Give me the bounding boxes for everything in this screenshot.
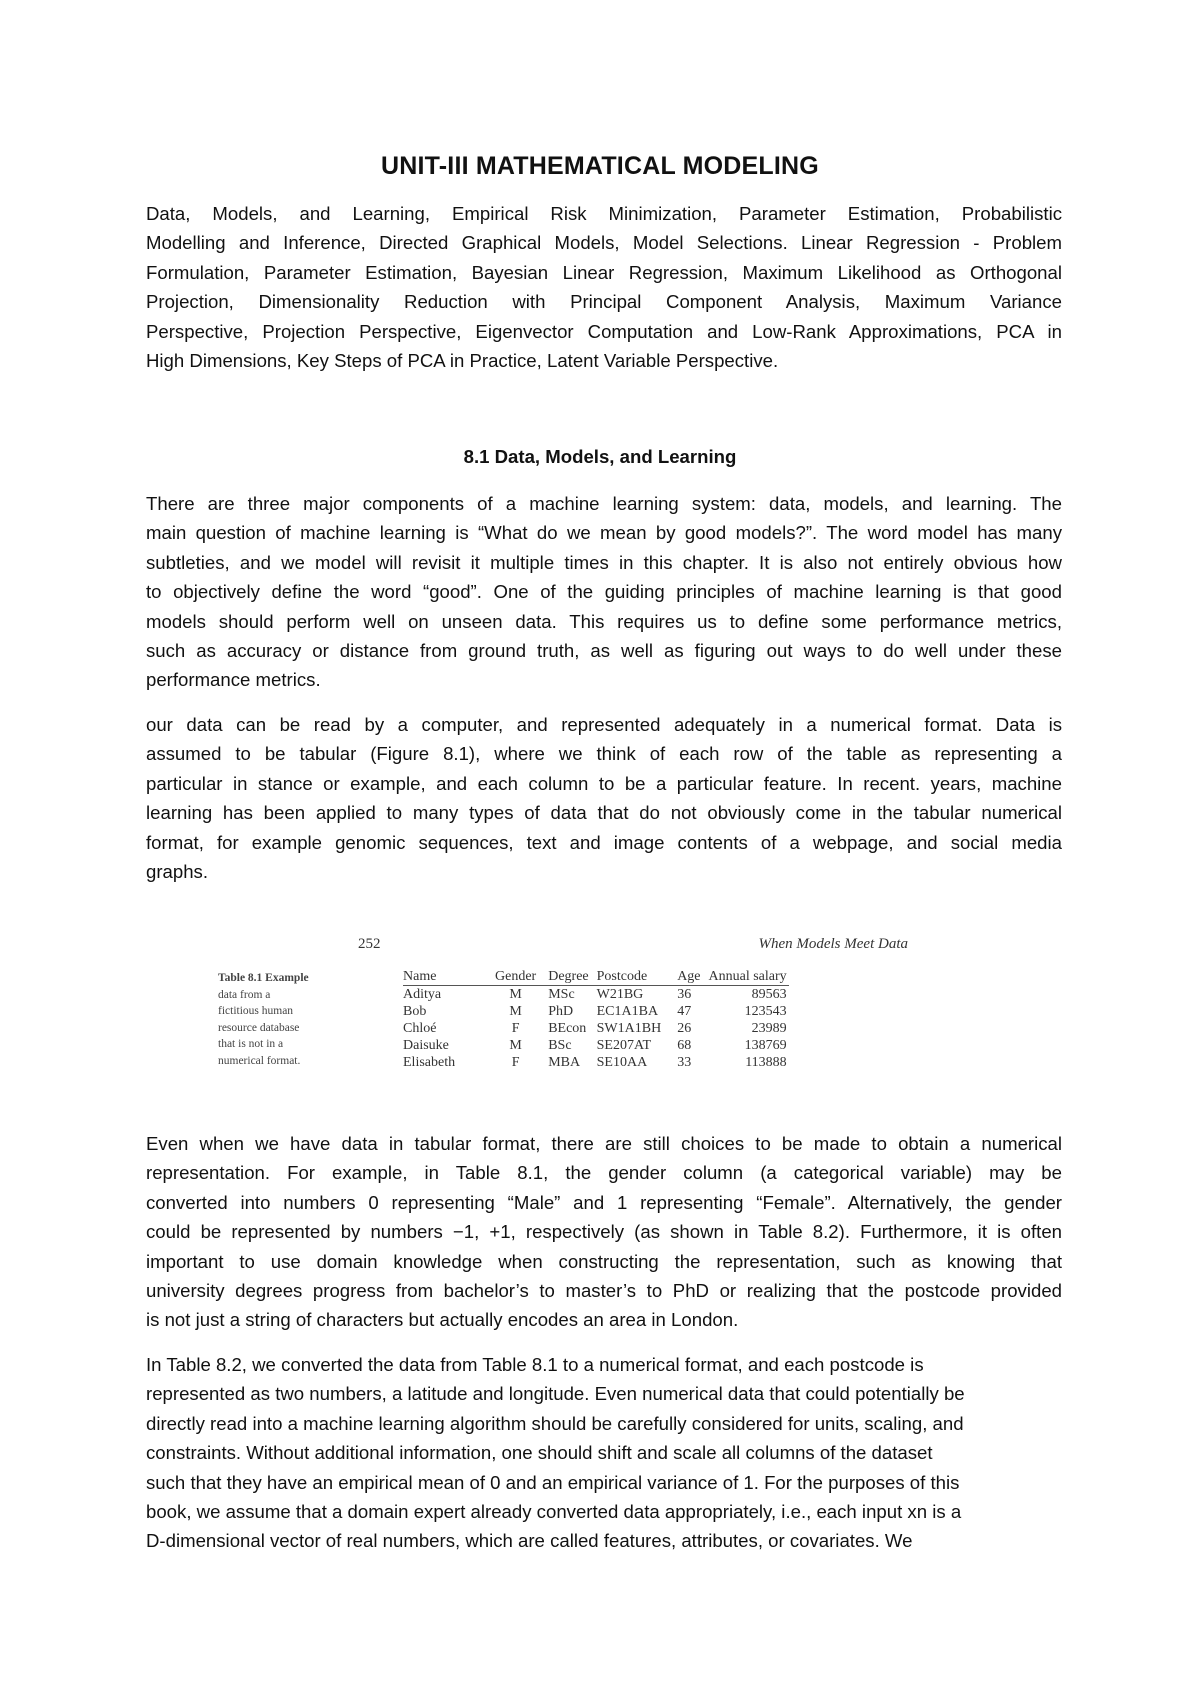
table-cell: 89563 bbox=[751, 986, 787, 1002]
table-cell: Elisabeth bbox=[403, 1054, 456, 1070]
text-line: our data can be read by a computer, and represented adequately in a numerical format. Data is bbox=[146, 714, 1062, 735]
table-row bbox=[403, 1054, 789, 1071]
table-cell: EC1A1BA bbox=[596, 1003, 659, 1019]
caption-line: that is not in a bbox=[218, 1038, 284, 1051]
column-header: Age bbox=[669, 968, 708, 986]
table-cell: Daisuke bbox=[403, 1037, 449, 1053]
text-line: Modelling and Inference, Directed Graphical Models, Model Selections. Linear Regression - Problem bbox=[146, 232, 1062, 254]
column-header: Gender bbox=[489, 968, 548, 986]
text-line: Formulation, Parameter Estimation, Bayesian Linear Regression, Maximum Likelihood as Orthogonal bbox=[146, 261, 1062, 283]
table-caption bbox=[218, 970, 358, 1070]
table-cell: Chloé bbox=[403, 1020, 437, 1036]
table-row bbox=[403, 1003, 789, 1020]
text-line: to objectively define the word “good”. One of the guiding principles of machine learning is that good bbox=[146, 581, 1062, 603]
syllabus-paragraph bbox=[146, 199, 1062, 375]
table-cell: 36 bbox=[677, 986, 692, 1002]
table-cell: BEcon bbox=[548, 1020, 587, 1036]
text-line: learning has been applied to many types of data that do not obviously come in the tabular numerical bbox=[146, 802, 1062, 824]
text-line: High Dimensions, Key Steps of PCA in Practice, Latent Variable Perspective. bbox=[146, 350, 779, 372]
table-cell: Aditya bbox=[403, 986, 442, 1002]
caption-line: data from a bbox=[218, 988, 271, 1001]
caption-line: Table 8.1 Example bbox=[218, 972, 309, 984]
section-heading: 8.1 Data, Models, and Learning bbox=[463, 446, 737, 467]
table-cell: 47 bbox=[677, 1003, 692, 1019]
table-cell: 123543 bbox=[744, 1003, 787, 1019]
representation-paragraph bbox=[146, 1129, 1062, 1335]
table-cell: W21BG bbox=[596, 986, 644, 1002]
caption-line: numerical format. bbox=[218, 1054, 301, 1067]
text-line: Projection, Dimensionality Reduction with Principal Component Analysis, Maximum Variance bbox=[146, 291, 1062, 313]
table-cell: SE10AA bbox=[596, 1054, 648, 1070]
table-figure bbox=[218, 936, 908, 1086]
text-line: subtleties, and we model will revisit it multiple times in this chapter. It is also not entirely obvious how bbox=[146, 551, 1062, 573]
text-line: university degrees progress from bachelor’s to master’s to PhD or realizing that the postcode provided bbox=[146, 1280, 1062, 1302]
table-cell: F bbox=[511, 1020, 520, 1036]
text-line: is not just a string of characters but actually encodes an area in London. bbox=[146, 1309, 739, 1331]
table-row bbox=[403, 986, 789, 1004]
figure-running-head: When Models Meet Data bbox=[758, 936, 908, 952]
text-line: Data, Models, and Learning, Empirical Risk Minimization, Parameter Estimation, Probabilistic bbox=[146, 203, 1062, 224]
hr-data-table bbox=[403, 968, 789, 1071]
table-cell: MBA bbox=[548, 1054, 581, 1070]
text-line: In Table 8.2, we converted the data from Table 8.1 to a numerical format, and each postcode is bbox=[146, 1354, 924, 1375]
text-line: important to use domain knowledge when constructing the representation, such as knowing that bbox=[146, 1250, 1062, 1272]
table-cell: SE207AT bbox=[596, 1037, 652, 1053]
table-cell: SW1A1BH bbox=[596, 1020, 662, 1036]
text-line: Even when we have data in tabular format, there are still choices to be made to obtain a numerical bbox=[146, 1133, 1062, 1154]
text-line: could be represented by numbers −1, +1, respectively (as shown in Table 8.2). Furthermore, it is often bbox=[146, 1221, 1062, 1243]
text-line: models should perform well on unseen data. This requires us to define some performance metrics, bbox=[146, 610, 1062, 632]
text-line: graphs. bbox=[146, 861, 209, 883]
column-header: Name bbox=[403, 968, 489, 986]
text-line: such that they have an empirical mean of 0 and an empirical variance of 1. For the purposes of this bbox=[146, 1471, 960, 1493]
data-format-paragraph bbox=[146, 710, 1062, 886]
column-header: Annual salary bbox=[708, 968, 787, 984]
table-cell: 23989 bbox=[751, 1020, 787, 1036]
text-line: representation. For example, in Table 8.1, the gender column (a categorical variable) may be bbox=[146, 1162, 1062, 1184]
text-line: constraints. Without additional information, one should shift and scale all columns of the dataset bbox=[146, 1442, 933, 1464]
text-line: represented as two numbers, a latitude and longitude. Even numerical data that could potentially be bbox=[146, 1383, 965, 1405]
table-cell: PhD bbox=[548, 1003, 574, 1019]
table-row bbox=[403, 1020, 789, 1037]
numerical-format-paragraph bbox=[146, 1350, 1062, 1556]
text-line: format, for example genomic sequences, text and image contents of a webpage, and social media bbox=[146, 831, 1062, 853]
text-line: converted into numbers 0 representing “Male” and 1 representing “Female”. Alternatively, the gender bbox=[146, 1191, 1062, 1213]
caption-line: fictitious human bbox=[218, 1005, 294, 1018]
text-line: such as accuracy or distance from ground truth, as well as figuring out ways to do well under these bbox=[146, 640, 1062, 662]
table-cell: MSc bbox=[548, 986, 575, 1002]
text-line: performance metrics. bbox=[146, 669, 321, 691]
text-line: book, we assume that a domain expert already converted data appropriately, i.e., each input xn is a bbox=[146, 1501, 962, 1523]
text-line: directly read into a machine learning algorithm should be carefully considered for units, scaling, and bbox=[146, 1412, 964, 1434]
column-header: Degree bbox=[548, 968, 596, 986]
table-cell: 33 bbox=[677, 1054, 692, 1070]
table-row bbox=[403, 1037, 789, 1054]
table-cell: M bbox=[509, 1037, 522, 1053]
table-cell: 138769 bbox=[744, 1037, 787, 1053]
text-line: D-dimensional vector of real numbers, which are called features, attributes, or covariates. We bbox=[146, 1530, 913, 1552]
text-line: There are three major components of a machine learning system: data, models, and learning. The bbox=[146, 493, 1062, 514]
text-line: Perspective, Projection Perspective, Eigenvector Computation and Low-Rank Approximations, PCA in bbox=[146, 320, 1062, 342]
table-cell: Bob bbox=[403, 1003, 427, 1019]
table-cell: M bbox=[509, 986, 522, 1002]
page-title: UNIT-III MATHEMATICAL MODELING bbox=[381, 152, 819, 180]
intro-paragraph bbox=[146, 489, 1062, 695]
figure-page-number: 252 bbox=[358, 936, 381, 952]
table-cell: BSc bbox=[548, 1037, 572, 1053]
text-line: particular in stance or example, and each column to be a particular feature. In recent. years, machine bbox=[146, 772, 1062, 794]
column-header: Postcode bbox=[597, 968, 670, 986]
table-cell: 113888 bbox=[745, 1054, 787, 1070]
table-cell: 68 bbox=[677, 1037, 692, 1053]
text-line: main question of machine learning is “What do we mean by good models?”. The word model has many bbox=[146, 522, 1062, 544]
caption-line: resource database bbox=[218, 1021, 300, 1034]
table-cell: 26 bbox=[677, 1020, 692, 1036]
table-cell: M bbox=[509, 1003, 522, 1019]
text-line: assumed to be tabular (Figure 8.1), where we think of each row of the table as representing a bbox=[146, 743, 1062, 765]
table-cell: F bbox=[511, 1054, 520, 1070]
table-header-row bbox=[403, 968, 789, 986]
